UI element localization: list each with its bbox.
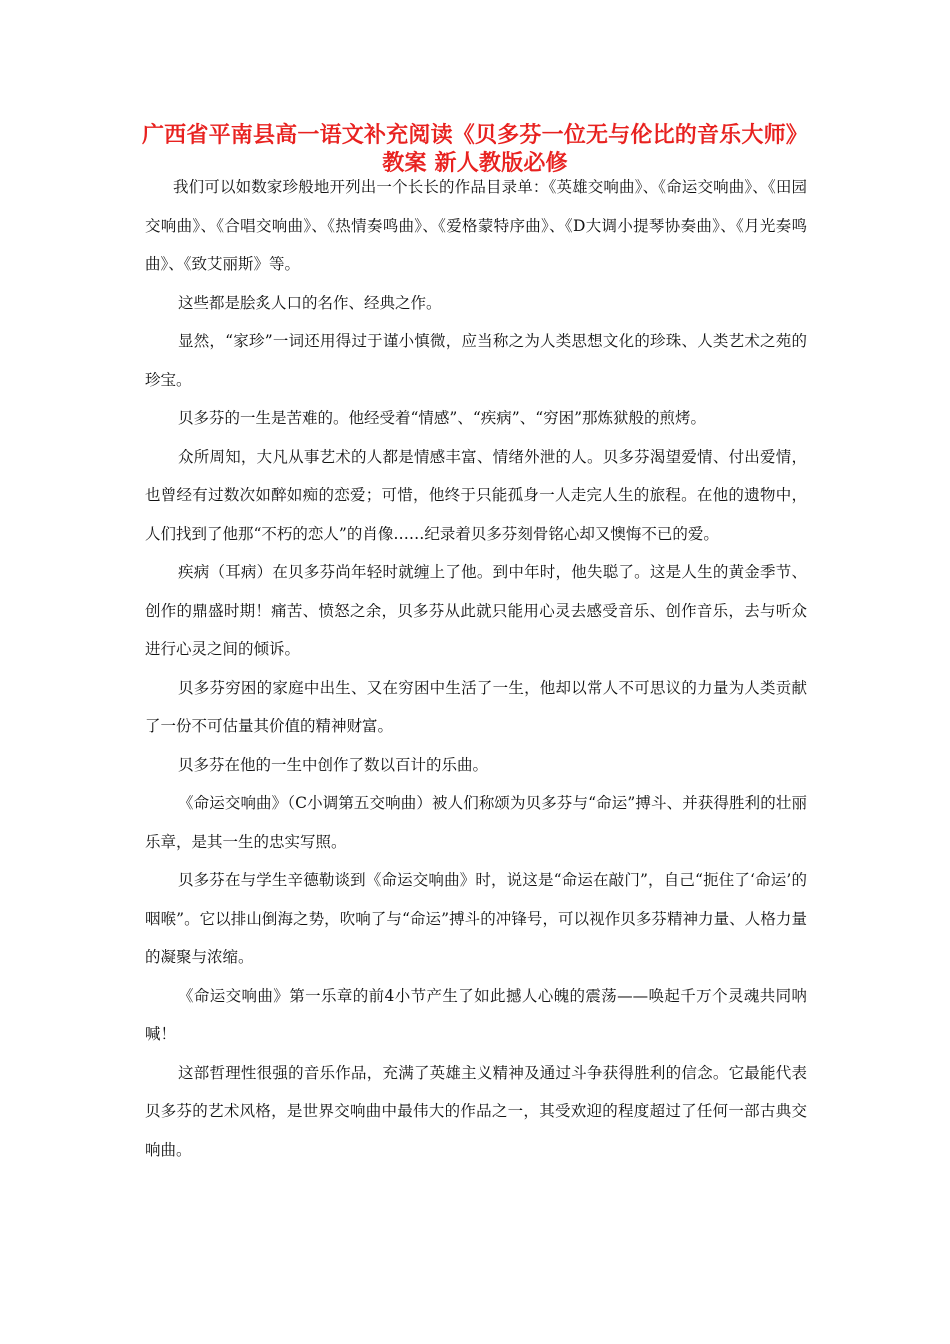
paragraph-works-list: 我们可以如数家珍般地开列出一个长长的作品目录单：《英雄交响曲》、《命运交响曲》、《田园交响曲》、《合唱交响曲》、《热情奏鸣曲》、《爱格蒙特序曲》、《D大调小提琴协奏曲》、《月光奏鸣曲》、《致艾丽斯》等。 [145, 178, 807, 273]
paragraph-schindler: 贝多芬在与学生辛德勒谈到《命运交响曲》时，说这是“命运在敲门”，自己“扼住了‘命运’的咽喉”。它以排山倒海之势，吹响了与“命运”搏斗的冲锋号，可以视作贝多芬精神力量、人格力量的凝聚与浓缩。 [145, 871, 807, 966]
paragraph-heroism: 这部哲理性很强的音乐作品，充满了英雄主义精神及通过斗争获得胜利的信念。它最能代表贝多芬的艺术风格，是世界交响曲中最伟大的作品之一，其受欢迎的程度超过了任何一部古典交响曲。 [145, 1063, 807, 1159]
paragraph-output: 贝多芬在他的一生中创作了数以百计的乐曲。 [178, 755, 489, 774]
paragraph-first-movement: 《命运交响曲》第一乐章的前4小节产生了如此撼人心魄的震荡——唤起千万个灵魂共同呐喊！ [145, 986, 807, 1043]
paragraph-fate-symphony: 《命运交响曲》（C小调第五交响曲）被人们称颂为贝多芬与“命运”搏斗、并获得胜利的壮丽乐章，是其一生的忠实写照。 [145, 794, 807, 851]
document-body [145, 174, 807, 1169]
paragraph-love: 众所周知，大凡从事艺术的人都是情感丰富、情绪外泄的人。贝多芬渴望爱情、付出爱情，也曾经有过数次如醉如痴的恋爱；可惜，他终于只能孤身一人走完人生的旅程。在他的遗物中，人们找到了他那“不朽的恋人”的肖像……纪录着贝多芬刻骨铭心却又懊悔不已的爱。 [145, 447, 807, 543]
document-title: 广西省平南县高一语文补充阅读《贝多芬一位无与伦比的音乐大师》教案 新人教版必修 [141, 122, 808, 176]
paragraph-suffering: 贝多芬的一生是苦难的。他经受着“情感”、“疾病”、“穷困”那炼狱般的煎烤。 [178, 409, 707, 427]
paragraph-deafness: 疾病（耳病）在贝多芬尚年轻时就缠上了他。到中年时，他失聪了。这是人生的黄金季节、创作的鼎盛时期！痛苦、愤怒之余，贝多芬从此就只能用心灵去感受音乐、创作音乐，去与听众进行心灵之间的倾诉。 [145, 563, 807, 658]
paragraph-poverty: 贝多芬穷困的家庭中出生、又在穷困中生活了一生，他却以常人不可思议的力量为人类贡献了一份不可估量其价值的精神财富。 [145, 678, 807, 735]
paragraph-classics: 这些都是脍炙人口的名作、经典之作。 [178, 293, 442, 312]
paragraph-treasure: 显然，“家珍”一词还用得过于谨小慎微，应当称之为人类思想文化的珍珠、人类艺术之苑的珍宝。 [145, 332, 807, 389]
